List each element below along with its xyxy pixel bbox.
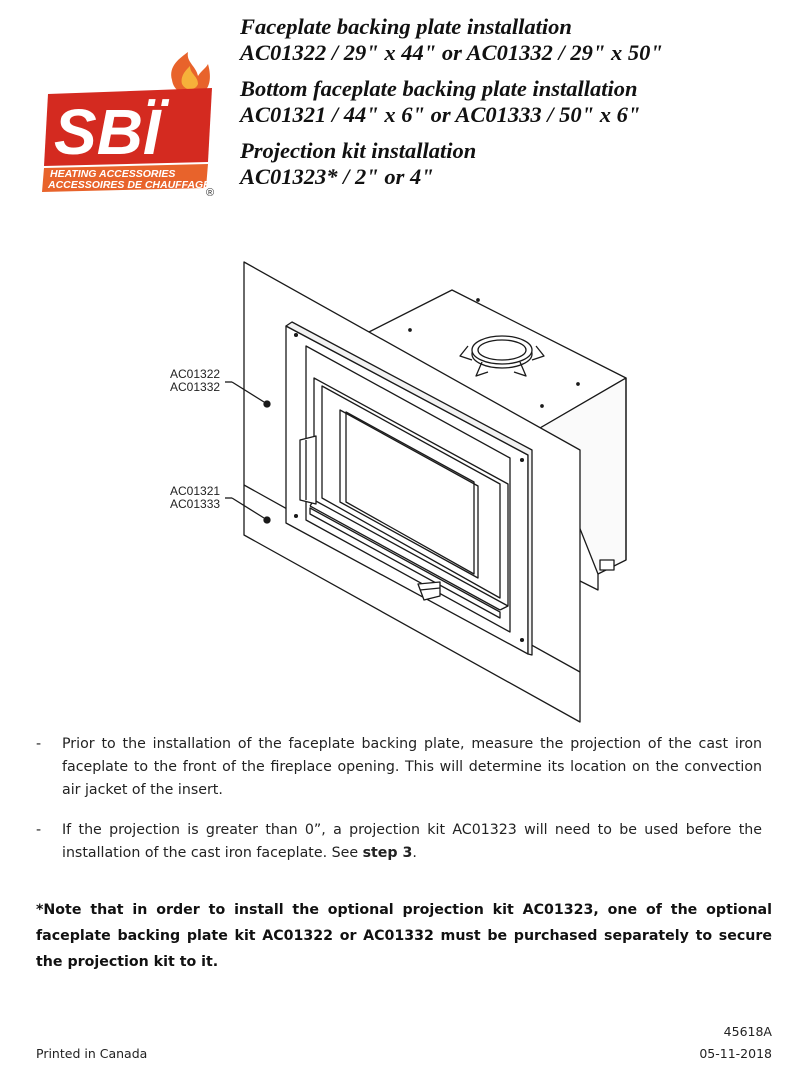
svg-text:HEATING ACCESSORIES: HEATING ACCESSORIES xyxy=(50,168,176,180)
step-reference: step 3 xyxy=(362,845,413,861)
svg-text:®: ® xyxy=(206,187,215,199)
svg-text:ACCESSOIRES DE CHAUFFAGE: ACCESSOIRES DE CHAUFFAGE xyxy=(48,179,211,191)
document-number: 45618A xyxy=(723,1024,772,1039)
title-block xyxy=(240,14,800,200)
title-bottom-faceplate xyxy=(240,76,800,128)
title-part-numbers: AC01323* / 2" or 4" xyxy=(240,164,434,189)
printed-in-label: Printed in Canada xyxy=(36,1046,148,1061)
title-heading: Projection kit installation xyxy=(240,138,477,163)
instructions xyxy=(36,733,762,865)
instruction-bullet: - If the projection is greater than 0”, a projection kit AC01323 will need to be used before the installation of the cast iron faceplate. See step 3. xyxy=(36,822,762,861)
document-date: 05-11-2018 xyxy=(699,1046,772,1061)
title-faceplate xyxy=(240,14,800,66)
instruction-bullet: - Prior to the installation of the faceplate backing plate, measure the projection of the cast iron faceplate to the front of the fireplace opening. This will determine its location on the convection air jacket of the insert. xyxy=(36,736,762,798)
title-projection-kit xyxy=(240,138,800,190)
insert-installation-diagram xyxy=(160,250,650,725)
sbi-logo xyxy=(40,50,220,200)
important-note: *Note that in order to install the optional projection kit AC01323, one of the optional faceplate backing plate kit AC01322 or AC01332 must be purchased separately to secure the projection kit to it. xyxy=(36,902,772,970)
flame-logo-icon xyxy=(40,50,220,200)
callout-bottom-label: AC01321 AC01333 xyxy=(170,484,221,511)
svg-text:SBÏ: SBÏ xyxy=(54,96,161,168)
callout-top-label: AC01322 AC01332 xyxy=(170,367,221,394)
title-heading: Faceplate backing plate installation xyxy=(240,14,572,39)
title-heading: Bottom faceplate backing plate installation xyxy=(240,76,638,101)
title-part-numbers: AC01322 / 29" x 44" or AC01332 / 29" x 50" xyxy=(240,40,663,65)
title-part-numbers: AC01321 / 44" x 6" or AC01333 / 50" x 6" xyxy=(240,102,641,127)
